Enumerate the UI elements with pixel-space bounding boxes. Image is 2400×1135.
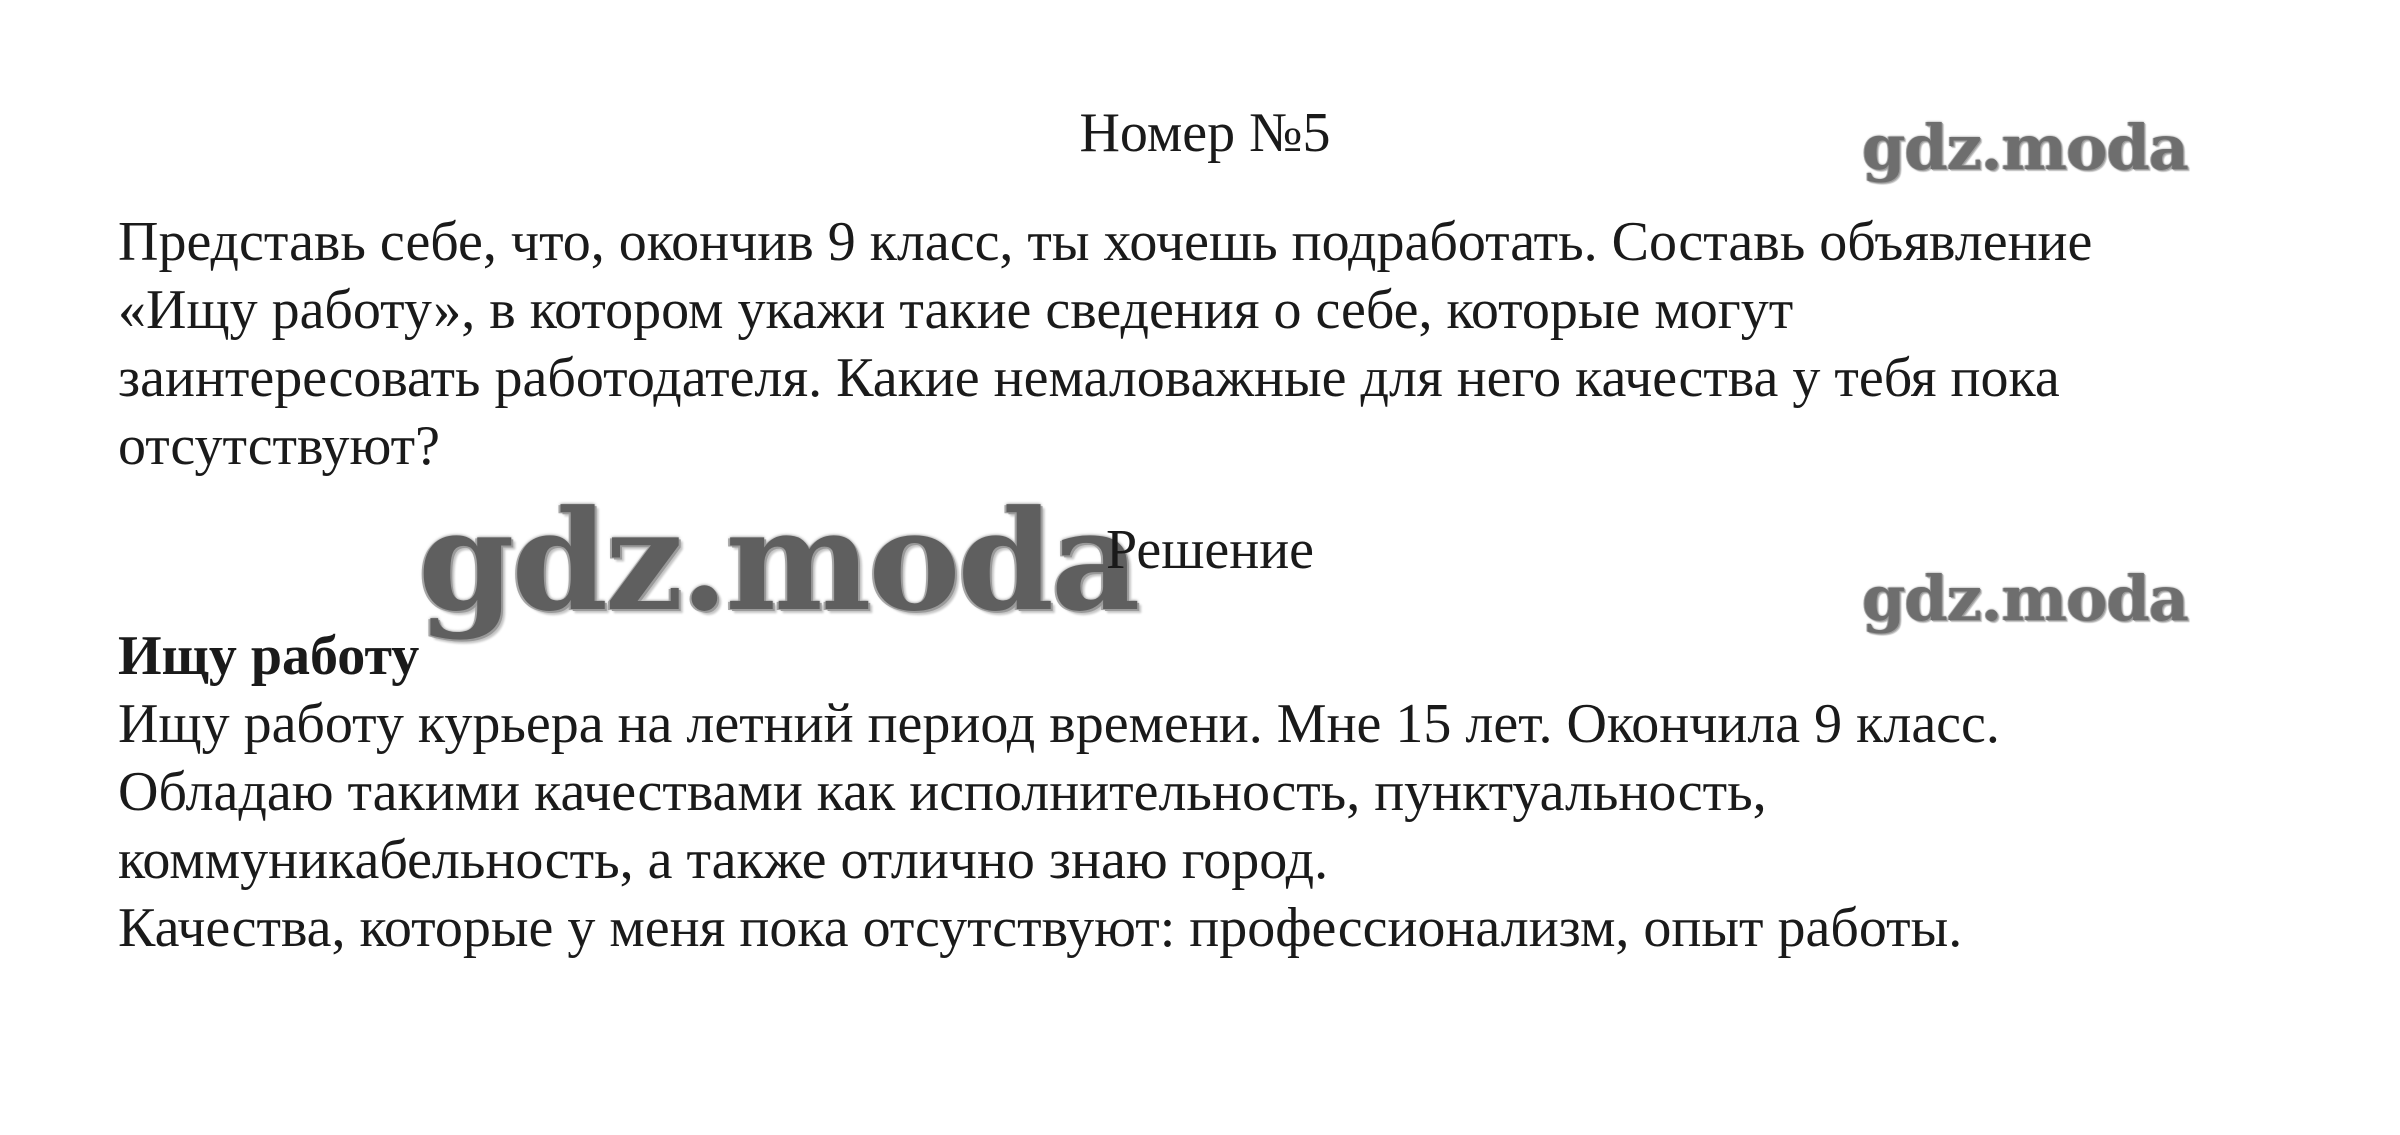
answer-line: коммуникабельность, а также отлично знаю город.: [118, 829, 1329, 891]
watermark-middle: gdz.moda: [1862, 562, 2188, 635]
solution-label: Решение: [1106, 519, 1315, 581]
task-line: отсутствуют?: [118, 415, 440, 477]
watermark-top: gdz.moda: [1862, 111, 2188, 184]
task-line: «Ищу работу», в котором укажи такие сведения о себе, которые могут: [118, 279, 1794, 341]
task-text: [118, 208, 2318, 480]
task-line: Представь себе, что, окончив 9 класс, ты хочешь подработать. Составь объявление: [118, 211, 2093, 273]
answer-text: [118, 690, 2318, 962]
answer-line: Ищу работу курьера на летний период времени. Мне 15 лет. Окончила 9 класс.: [118, 693, 2000, 755]
watermark-large: gdz.moda: [418, 479, 1138, 642]
task-line: заинтересовать работодателя. Какие немаловажные для него качества у тебя пока: [118, 347, 2060, 409]
answer-line: Обладаю такими качествами как исполнительность, пунктуальность,: [118, 761, 1767, 823]
answer-line: Качества, которые у меня пока отсутствуют: профессионализм, опыт работы.: [118, 897, 1963, 959]
answer-title: Ищу работу: [118, 625, 420, 687]
exercise-heading: Номер №5: [1079, 102, 1331, 164]
